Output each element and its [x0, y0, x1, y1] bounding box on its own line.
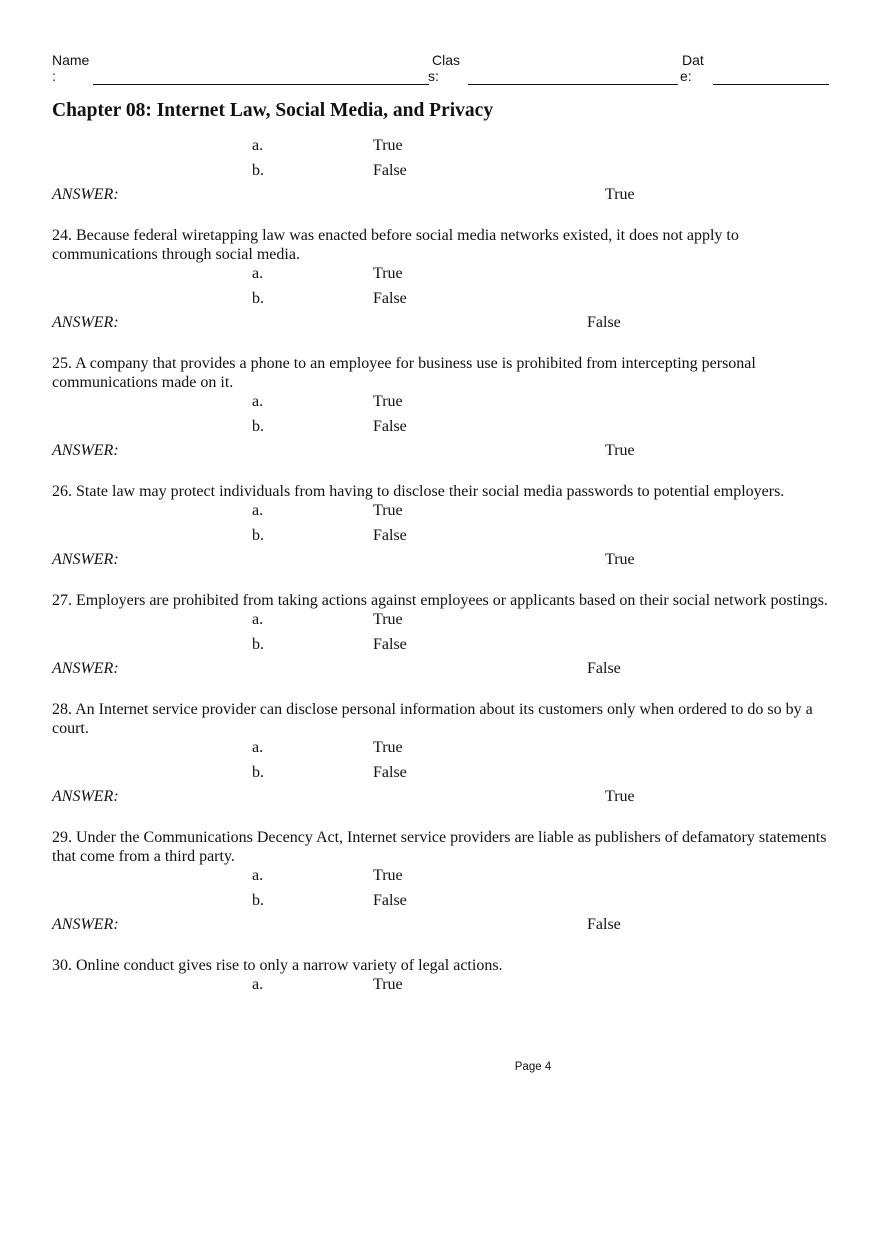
answer-value: True	[605, 186, 635, 203]
option-text: False	[373, 635, 407, 653]
option-text: True	[373, 611, 403, 628]
question-text: 25. A company that provides a phone to an employee for business use is prohibited from intercepting personal communications made on it.	[52, 355, 756, 391]
question-23-continued	[52, 136, 832, 208]
answer-label: ANSWER:	[52, 916, 119, 933]
answer-row	[52, 313, 832, 336]
option-b	[52, 891, 832, 916]
answer-value: True	[605, 551, 635, 568]
answer-row	[52, 550, 832, 573]
answer-value: True	[605, 442, 635, 459]
question-26	[52, 482, 832, 573]
question-24	[52, 226, 832, 336]
option-text: False	[373, 161, 407, 179]
option-letter: b.	[252, 635, 264, 653]
option-a	[52, 501, 832, 526]
option-letter: a.	[252, 739, 264, 756]
page-number: Page 4	[514, 1061, 552, 1073]
answer-row	[52, 787, 832, 810]
date-label-top: Dat	[682, 52, 704, 68]
option-letter: a.	[252, 502, 264, 519]
name-label-top: Name	[52, 52, 90, 68]
option-letter: b.	[252, 526, 264, 544]
option-text: False	[373, 526, 407, 544]
question-text: 27. Employers are prohibited from taking actions against employees or applicants based on their social network postings.	[52, 592, 828, 609]
answer-value: False	[587, 916, 621, 933]
option-letter: b.	[252, 763, 264, 781]
option-letter: b.	[252, 289, 264, 307]
question-text: 26. State law may protect individuals from having to disclose their social media passwords to potential employers.	[52, 483, 785, 500]
question-text: 24. Because federal wiretapping law was enacted before social media networks existed, it does not apply to communications through social media.	[52, 227, 739, 263]
option-b	[52, 161, 832, 186]
option-a	[52, 866, 832, 891]
question-30	[52, 956, 832, 1000]
option-text: False	[373, 763, 407, 781]
option-b	[52, 763, 832, 788]
question-text: 29. Under the Communications Decency Act, Internet service providers are liable as publishers of defamatory statements that come from a third party.	[52, 829, 827, 865]
option-letter: a.	[252, 611, 264, 628]
option-a	[52, 264, 832, 289]
option-letter: a.	[252, 265, 264, 282]
question-25	[52, 354, 832, 464]
option-text: True	[373, 976, 403, 993]
option-text: True	[373, 137, 403, 154]
name-field-line	[93, 84, 429, 85]
option-b	[52, 526, 832, 551]
name-label-bottom: :	[52, 68, 56, 84]
option-b	[52, 417, 832, 442]
answer-value: False	[587, 660, 621, 677]
question-text: 28. An Internet service provider can disclose personal information about its customers only when ordered to do so by a court.	[52, 701, 813, 737]
option-a	[52, 975, 832, 1000]
question-28	[52, 700, 832, 810]
answer-label: ANSWER:	[52, 660, 119, 677]
chapter-title: Chapter 08: Internet Law, Social Media, and Privacy	[52, 100, 494, 121]
option-letter: a.	[252, 393, 264, 410]
option-text: False	[373, 417, 407, 435]
option-text: True	[373, 393, 403, 410]
question-29	[52, 828, 832, 938]
answer-row	[52, 915, 832, 938]
option-a	[52, 738, 832, 763]
option-b	[52, 635, 832, 660]
option-b	[52, 289, 832, 314]
option-letter: a.	[252, 137, 264, 154]
question-27	[52, 591, 832, 682]
option-text: False	[373, 289, 407, 307]
option-text: True	[373, 867, 403, 884]
option-a	[52, 136, 832, 161]
option-letter: a.	[252, 867, 264, 884]
option-letter: a.	[252, 976, 264, 993]
question-list	[52, 136, 832, 1000]
option-text: True	[373, 265, 403, 282]
option-letter: b.	[252, 417, 264, 435]
answer-row	[52, 185, 832, 208]
answer-row	[52, 659, 832, 682]
class-label-bottom: s:	[428, 68, 439, 84]
option-a	[52, 392, 832, 417]
class-field-line	[468, 84, 678, 85]
question-text: 30. Online conduct gives rise to only a narrow variety of legal actions.	[52, 957, 503, 974]
option-a	[52, 610, 832, 635]
answer-label: ANSWER:	[52, 551, 119, 568]
answer-label: ANSWER:	[52, 186, 119, 203]
answer-label: ANSWER:	[52, 314, 119, 331]
answer-row	[52, 441, 832, 464]
answer-label: ANSWER:	[52, 442, 119, 459]
answer-value: False	[587, 314, 621, 331]
option-letter: b.	[252, 161, 264, 179]
option-text: True	[373, 502, 403, 519]
date-field-line	[713, 84, 829, 85]
date-label-bottom: e:	[680, 68, 692, 84]
answer-value: True	[605, 788, 635, 805]
option-letter: b.	[252, 891, 264, 909]
class-label-top: Clas	[432, 52, 461, 68]
option-text: True	[373, 739, 403, 756]
answer-label: ANSWER:	[52, 788, 119, 805]
option-text: False	[373, 891, 407, 909]
